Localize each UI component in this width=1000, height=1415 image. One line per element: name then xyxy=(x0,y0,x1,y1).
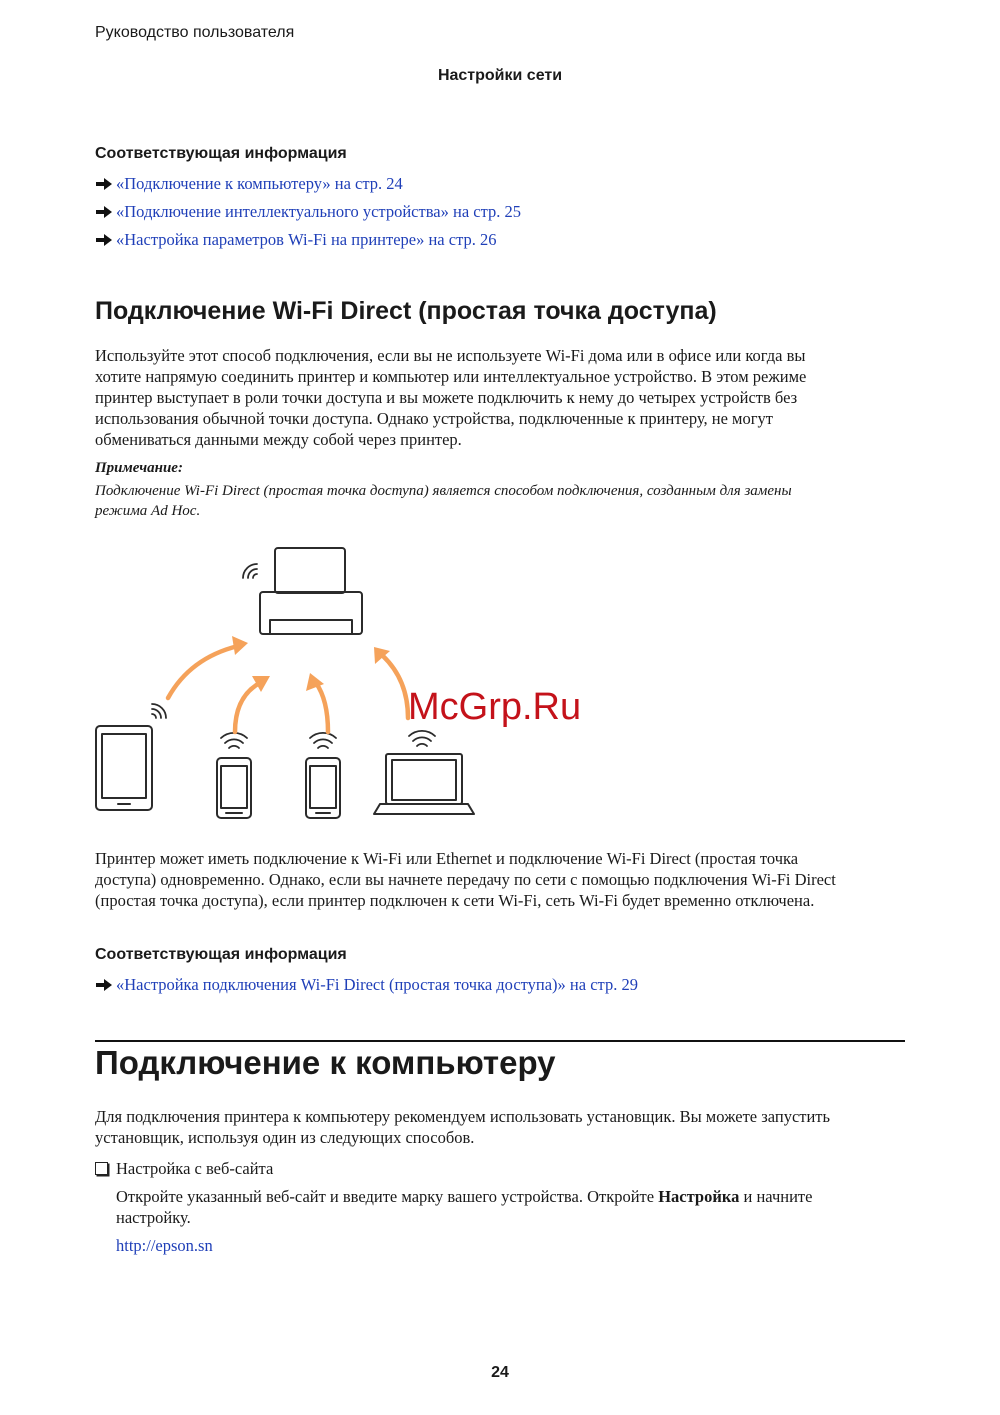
note-line: режима Ad Hoc. xyxy=(95,503,201,519)
step-text: и начните xyxy=(739,1187,813,1206)
related-info-heading: Соответствующая информация xyxy=(95,946,347,963)
wifi-direct-intro xyxy=(95,345,895,450)
printer-icon xyxy=(260,548,362,634)
epson-url-link[interactable]: http://epson.sn xyxy=(116,1236,213,1255)
wifi-icon xyxy=(221,733,247,748)
note-line: Подключение Wi-Fi Direct (простая точка доступа) является способом подключения, созданным для замены xyxy=(95,483,792,499)
laptop-icon xyxy=(374,754,474,814)
right-arrow-icon xyxy=(95,978,113,992)
paragraph-line: принтер выступает в роли точки доступа и вы можете подключить к нему до четырех устройств без xyxy=(95,388,798,407)
section-divider xyxy=(95,1040,905,1042)
step-text: Откройте указанный веб-сайт и введите марку вашего устройства. Откройте xyxy=(116,1187,659,1206)
right-arrow-icon xyxy=(95,233,113,247)
related-link-wifi-direct-setup[interactable]: «Настройка подключения Wi-Fi Direct (простая точка доступа)» на стр. 29 xyxy=(116,975,638,994)
smartphone-icon xyxy=(306,758,340,818)
related-link-wifi-settings[interactable]: «Настройка параметров Wi-Fi на принтере» на стр. 26 xyxy=(116,230,497,249)
paragraph-line: Используйте этот способ подключения, если вы не используете Wi-Fi дома или в офисе или когда вы xyxy=(95,346,806,365)
right-arrow-icon xyxy=(95,177,113,191)
paragraph-line: установщик, используя один из следующих способов. xyxy=(95,1128,475,1147)
related-link-row[interactable] xyxy=(95,202,521,222)
paragraph-line: хотите напрямую соединить принтер и компьютер или интеллектуальное устройство. В этом режиме xyxy=(95,367,807,386)
paragraph-line: Для подключения принтера к компьютеру рекомендуем использовать установщик. Вы можете запустить xyxy=(95,1107,831,1126)
section-title: Настройки сети xyxy=(437,67,563,84)
bullet-text: Настройка с веб-сайта xyxy=(116,1159,274,1178)
paragraph-line: обмениваться данными между собой через принтер. xyxy=(95,430,462,449)
step-bold: Настройка xyxy=(658,1187,740,1206)
bullet-item xyxy=(95,1158,895,1179)
tablet-icon xyxy=(96,726,152,810)
wifi-direct-note-paragraph xyxy=(95,848,895,911)
related-link-row[interactable] xyxy=(95,975,638,995)
related-link-row[interactable] xyxy=(95,230,496,250)
related-link-row[interactable] xyxy=(95,174,403,194)
related-link-smart-device[interactable]: «Подключение интеллектуального устройства» на стр. 25 xyxy=(116,202,521,221)
paragraph-line xyxy=(116,1186,896,1207)
related-link-pc[interactable]: «Подключение к компьютеру» на стр. 24 xyxy=(116,174,403,193)
note-label: Примечание: xyxy=(95,460,183,476)
wifi-icon xyxy=(409,731,435,746)
paragraph-line: доступа) одновременно. Однако, если вы начнете передачу по сети с помощью подключения Wi-Fi Direct xyxy=(95,870,836,889)
watermark: McGrp.Ru xyxy=(408,686,582,728)
running-header: Руководство пользователя xyxy=(95,24,295,41)
wifi-icon xyxy=(152,704,166,718)
wifi-icon xyxy=(243,564,257,578)
paragraph-line: Принтер может иметь подключение к Wi-Fi или Ethernet и подключение Wi-Fi Direct (простая точка xyxy=(95,849,799,868)
page-number: 24 xyxy=(491,1364,509,1381)
checkbox-bullet-icon xyxy=(95,1162,108,1175)
smartphone-icon xyxy=(217,758,251,818)
bullet-step xyxy=(116,1186,896,1228)
chapter-heading-pc-connection: Подключение к компьютеру xyxy=(95,1044,556,1081)
pc-connection-intro xyxy=(95,1106,895,1148)
note-text xyxy=(95,481,895,521)
wifi-direct-diagram xyxy=(90,540,490,825)
paragraph-line: использования обычной точки доступа. Однако устройства, подключенные к принтеру, не могут xyxy=(95,409,773,428)
paragraph-line: (простая точка доступа), если принтер подключен к сети Wi-Fi, сеть Wi-Fi будет временно отключена. xyxy=(95,891,815,910)
section-heading-wifi-direct: Подключение Wi-Fi Direct (простая точка доступа) xyxy=(95,297,717,325)
paragraph-line: настройку. xyxy=(116,1208,191,1227)
wifi-icon xyxy=(310,733,336,748)
related-info-heading: Соответствующая информация xyxy=(95,145,347,162)
right-arrow-icon xyxy=(95,205,113,219)
